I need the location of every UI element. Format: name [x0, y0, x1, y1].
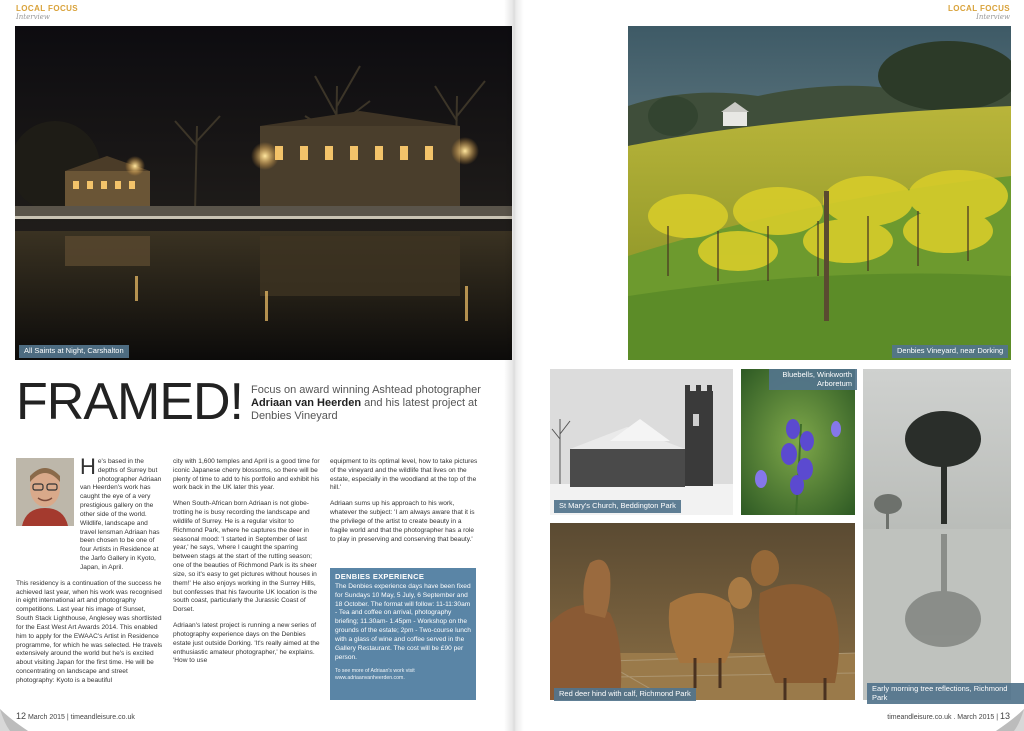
church-photo	[550, 369, 733, 515]
page-number-right: 13	[999, 711, 1010, 721]
hero-caption: All Saints at Night, Carshalton	[19, 345, 129, 358]
deer-illustration	[550, 523, 855, 700]
church-illustration	[550, 369, 733, 515]
standfirst-text-end: and his latest project at Denbies Vineyard	[251, 397, 478, 423]
vineyard-illustration	[628, 26, 1011, 360]
col2-para-1: city with 1,600 temples and April is a good time for iconic Japanese cherry blossoms, so there will be plenty of time to add to his portfolio and exhibit his work back in the UK later this year.	[173, 458, 320, 492]
section-sublabel: Interview	[16, 13, 50, 21]
col2-para-3: Adriaan's latest project is running a new series of photography experience days on the Denbies estate just outside Dorking. 'It's really aimed at the enthusiastic amateur photographer,' he explains. 'How to use	[173, 622, 320, 665]
section-label: LOCAL FOCUS	[16, 4, 79, 13]
photographer-name: Adriaan van Heerden	[251, 397, 362, 410]
section-sublabel-right: Interview	[976, 13, 1010, 21]
page-curl-right-icon[interactable]	[996, 703, 1024, 731]
col1-intro	[80, 454, 164, 573]
bluebells-illustration	[741, 369, 855, 515]
deer-caption: Red deer hind with calf, Richmond Park	[554, 688, 696, 701]
folio-text-left: March 2015 | timeandleisure.co.uk	[26, 714, 135, 721]
folio-left	[16, 711, 135, 721]
church-caption: St Mary's Church, Beddington Park	[554, 500, 681, 513]
col1-para-2: This residency is a continuation of the success he achieved last year, when his work was recognised in eight international art and photography competitions. Last year his image of Sunset, South Stack Lighthouse, Anglesey was shortlisted for the East West Art Awards 2014. This enabled him to apply for the EWAAC's Artist in Residence programme, for which he was selected. He travels extensively around the world but he's is excited about visiting Japan for the first time. He will be concentrating on landscape and street photography: Kyoto is a beautiful	[16, 579, 163, 684]
headline: FRAMED!	[16, 373, 243, 431]
article-column-1	[16, 454, 164, 693]
denbies-experience-box	[330, 568, 476, 700]
box-text: The Denbies experience days have been fixed for Sundays 10 May, 5 July, 6 September and 18 October. The format will follow: 11-11:30am - Tea and coffee on arrival, photography briefing; 11.30am- 1.45pm - Workshop on the grounds of the estate; 2pm - Two-course lunch with a glass of wine and coffee served in the Gallery Restaurant. The cost will be £90 per person.	[335, 583, 471, 661]
vineyard-caption: Denbies Vineyard, near Dorking	[892, 345, 1008, 358]
col1-para-1: e's based in the depths of Surrey but photographer Adriaan van Heerden's work has caught the eye of a very prestigious gallery on the other side of the world. Wildlife, landscape and travel lensman Adriaan has been chosen to be one of four Artists in Residence at the Jarfo Gallery in Kyoto, Japan, in April.	[80, 458, 162, 571]
folio-right	[887, 711, 1010, 721]
col3-para-2: Adriaan sums up his approach to his work, whatever the subject: 'I am always aware that it is the privilege of the artist to create beauty in a fragile world and that the photographer has a role to play in preserving and conserving that beauty.'	[330, 500, 475, 543]
standfirst	[251, 384, 491, 424]
vineyard-photo	[628, 26, 1011, 360]
section-label-right: LOCAL FOCUS	[947, 4, 1010, 13]
right-page	[512, 0, 1024, 731]
folio-text-right: timeandleisure.co.uk . March 2015 |	[887, 714, 1000, 721]
bluebells-caption: Bluebells, Winkworth Arboretum	[769, 369, 857, 390]
standfirst-text: Focus on award winning Ashtead photographer	[251, 384, 481, 396]
page-number-left: 12	[16, 711, 27, 721]
tree-caption: Early morning tree reflections, Richmond Park	[867, 683, 1024, 704]
night-scene-illustration	[15, 26, 512, 360]
tree-reflection-illustration	[863, 369, 1011, 700]
col3-para-1: equipment to its optimal level, how to take pictures of the vineyard and the wildlife that lives on the estate, especially in the woodland at the top of the hill.'	[330, 458, 478, 492]
hero-photo-all-saints	[15, 26, 512, 360]
article-column-2	[173, 458, 321, 673]
box-title: DENBIES EXPERIENCE	[335, 572, 425, 581]
col2-para-2: When South-African born Adriaan is not globe-trotting he is busy recording the landscape and wildlife of Surrey. He is a regular visitor to Richmond Park, where he captures the deer in seasonal mood: 'I started in September of last year,' he says, 'where I caught the sparring between stags at the start of the rutting season; one of the beauties of Richmond Park is its sheer size, so it's easy to get pictures without houses in them!' He also enjoys working in the Surrey Hills, but confesses that his favourite UK location is the south coast, particularly the Jurassic Coast of Dorset.	[173, 500, 318, 614]
drop-cap: H	[80, 454, 96, 479]
box-website-note: To see more of Adriaan's work visit www.adriaanvanheerden.com.	[335, 668, 415, 682]
tree-reflection-photo	[863, 369, 1011, 700]
article-column-3	[330, 458, 478, 551]
deer-photo	[550, 523, 855, 700]
page-curl-left-icon[interactable]	[0, 703, 28, 731]
bluebells-photo	[741, 369, 855, 515]
